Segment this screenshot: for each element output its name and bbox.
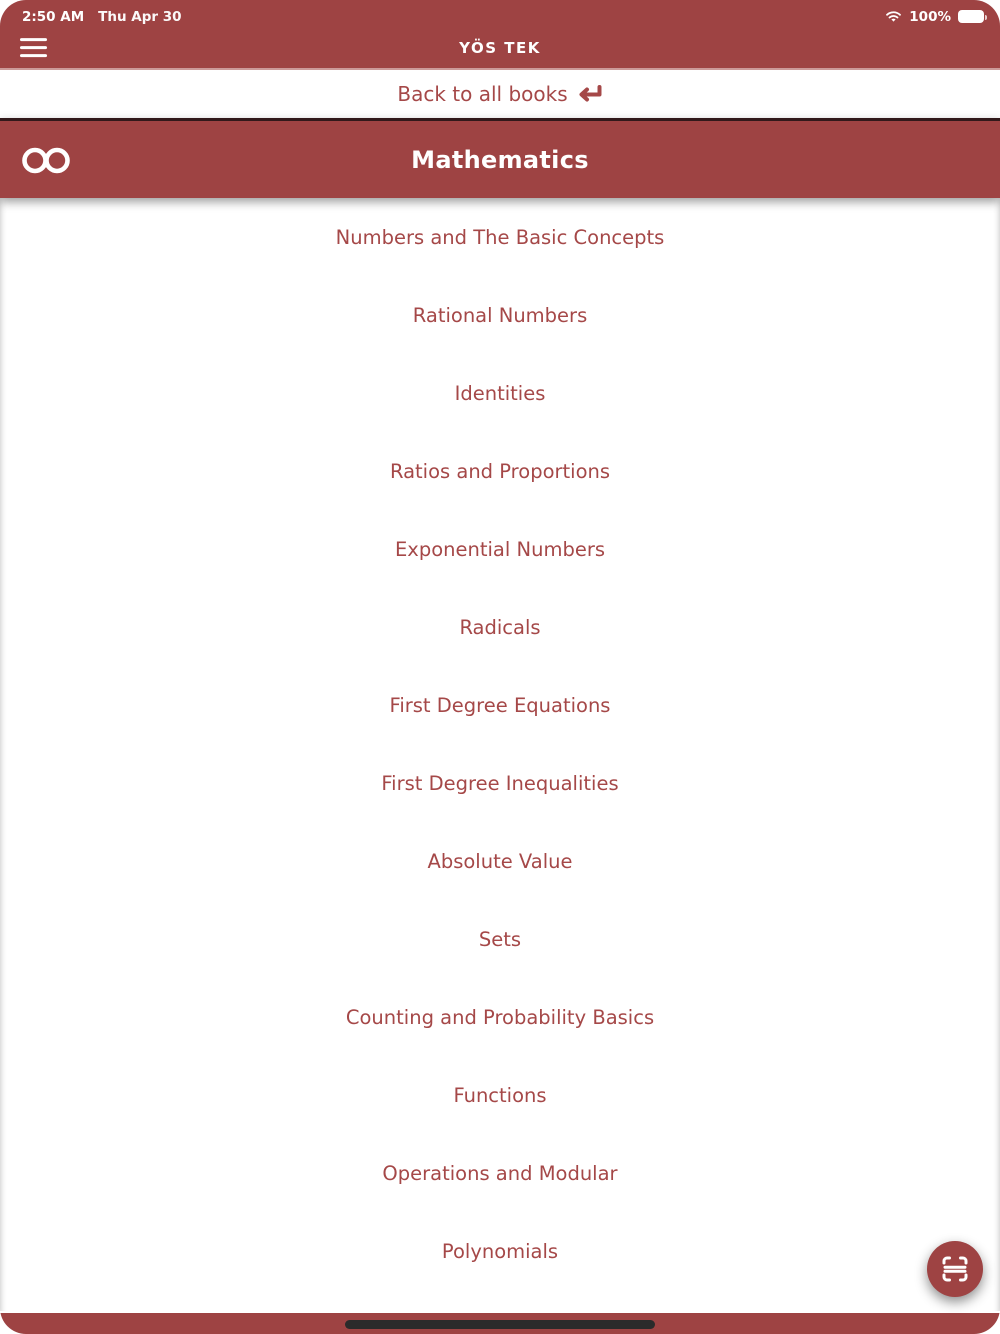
book-header bbox=[0, 118, 1000, 198]
status-time: 2:50 AM bbox=[22, 8, 85, 25]
top-app-bar bbox=[0, 0, 1000, 70]
nav-bar bbox=[0, 27, 1000, 70]
bottom-bar bbox=[0, 1313, 1000, 1334]
status-date: Thu Apr 30 bbox=[98, 8, 182, 25]
home-indicator[interactable] bbox=[345, 1320, 655, 1329]
status-right bbox=[885, 9, 984, 25]
list-item[interactable]: Absolute Value bbox=[427, 849, 573, 873]
back-to-books-button[interactable] bbox=[0, 70, 1000, 118]
status-bar bbox=[0, 0, 1000, 27]
battery-percent: 100% bbox=[909, 8, 951, 25]
scan-icon bbox=[940, 1254, 970, 1284]
list-item[interactable]: Exponential Numbers bbox=[394, 537, 605, 561]
list-item[interactable]: Identities bbox=[454, 381, 546, 405]
list-item[interactable]: Functions bbox=[453, 1083, 547, 1107]
app-title: YÖS TEK bbox=[459, 38, 541, 57]
wifi-icon bbox=[885, 10, 902, 23]
scan-button[interactable] bbox=[927, 1241, 983, 1297]
status-left bbox=[22, 9, 182, 25]
list-item[interactable]: First Degree Inequalities bbox=[381, 771, 619, 795]
list-item[interactable]: Sets bbox=[478, 927, 522, 951]
return-arrow-icon bbox=[577, 84, 603, 104]
book-title: Mathematics bbox=[411, 145, 589, 174]
hamburger-menu-icon[interactable] bbox=[20, 38, 47, 58]
list-item[interactable]: Polynomials bbox=[441, 1239, 559, 1263]
back-label: Back to all books bbox=[397, 82, 568, 106]
list-item[interactable]: Counting and Probability Basics bbox=[345, 1005, 655, 1029]
infinity-logo bbox=[21, 141, 71, 178]
list-item[interactable]: Operations and Modular bbox=[382, 1161, 618, 1185]
list-item[interactable]: Ratios and Proportions bbox=[389, 459, 611, 483]
list-item[interactable]: Radicals bbox=[459, 615, 541, 639]
topic-list bbox=[0, 198, 1000, 1311]
list-item[interactable]: Rational Numbers bbox=[412, 303, 588, 327]
list-item[interactable]: First Degree Equations bbox=[389, 693, 611, 717]
list-item[interactable]: Numbers and The Basic Concepts bbox=[335, 225, 665, 249]
battery-icon bbox=[958, 10, 984, 23]
